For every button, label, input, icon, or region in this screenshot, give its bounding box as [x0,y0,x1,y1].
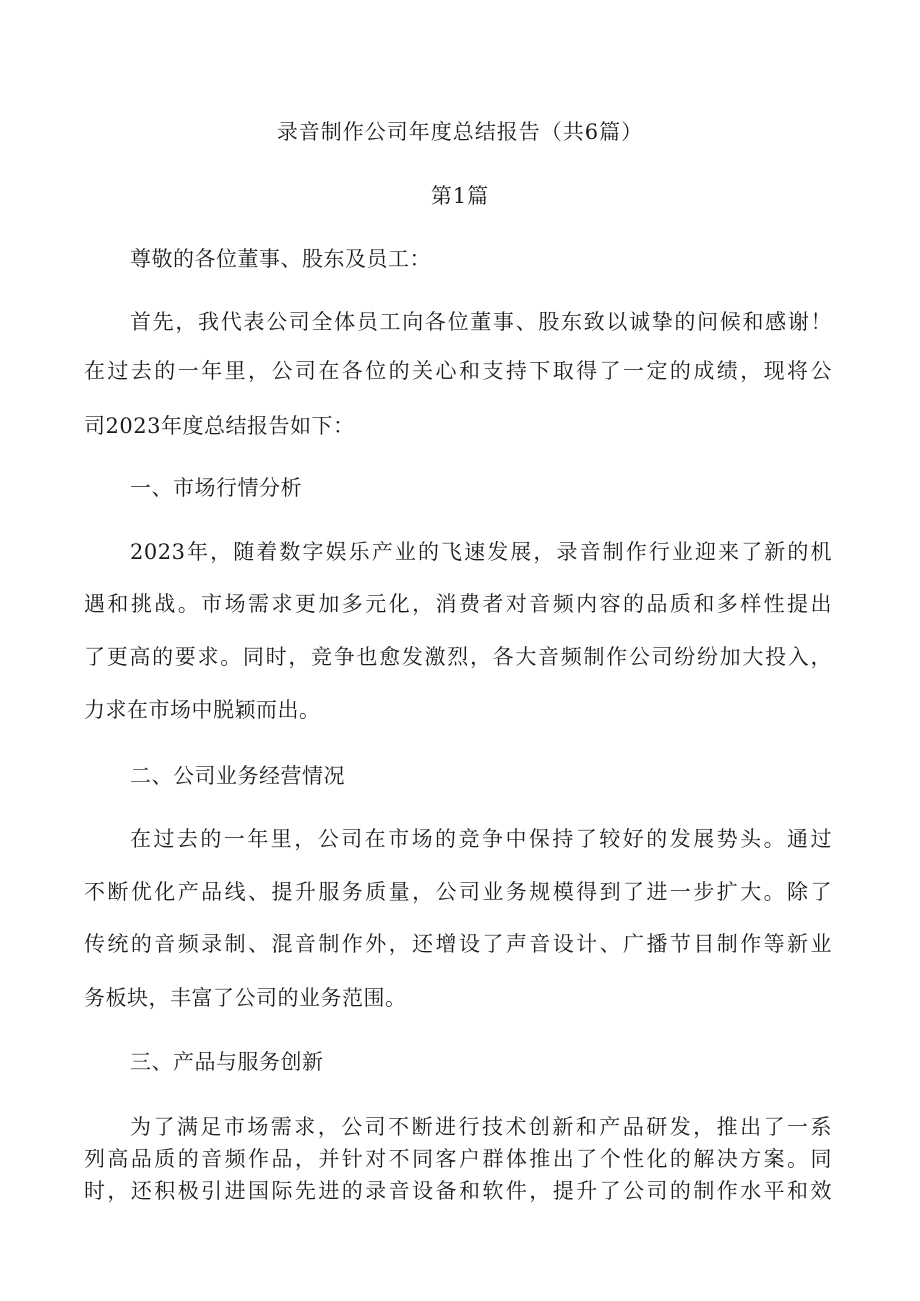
document-title: 录音制作公司年度总结报告（共6篇） [276,120,644,144]
paragraph-line: 列高品质的音频作品，并针对不同客户群体推出了个性化的解决方案。同 [84,1147,832,1171]
paragraph-line: 在过去的一年里，公司在市场的竞争中保持了较好的发展势头。通过 [130,827,832,851]
section-heading-innovation: 三、产品与服务创新 [130,1050,324,1074]
section-heading-market: 一、市场行情分析 [130,476,302,500]
salutation: 尊敬的各位董事、股东及员工： [130,247,431,271]
section-heading-business: 二、公司业务经营情况 [130,764,345,788]
paragraph-line: 了更高的要求。同时，竞争也愈发激烈，各大音频制作公司纷纷加大投入， [84,645,832,669]
paragraph-line: 时，还积极引进国际先进的录音设备和软件，提升了公司的制作水平和效 [84,1179,832,1203]
intro-line: 在过去的一年里，公司在各位的关心和支持下取得了一定的成绩，现将公 [84,359,832,383]
paragraph-line: 不断优化产品线、提升服务质量，公司业务规模得到了进一步扩大。除了 [84,880,832,904]
paragraph-line: 遇和挑战。市场需求更加多元化，消费者对音频内容的品质和多样性提出 [84,592,832,616]
intro-line: 司2023年度总结报告如下： [84,414,355,438]
paragraph-line: 2023年，随着数字娱乐产业的飞速发展，录音制作行业迎来了新的机 [130,540,832,564]
paragraph-line: 为了满足市场需求，公司不断进行技术创新和产品研发，推出了一系 [130,1115,832,1139]
intro-line: 首先，我代表公司全体员工向各位董事、股东致以诚挚的问候和感谢！ [130,310,832,334]
paragraph-line: 务板块，丰富了公司的业务范围。 [84,986,407,1010]
paragraph-line: 传统的音频录制、混音制作外，还增设了声音设计、广播节目制作等新业 [84,932,832,956]
paragraph-line: 力求在市场中脱颖而出。 [84,698,321,722]
part-heading: 第1篇 [430,184,490,208]
